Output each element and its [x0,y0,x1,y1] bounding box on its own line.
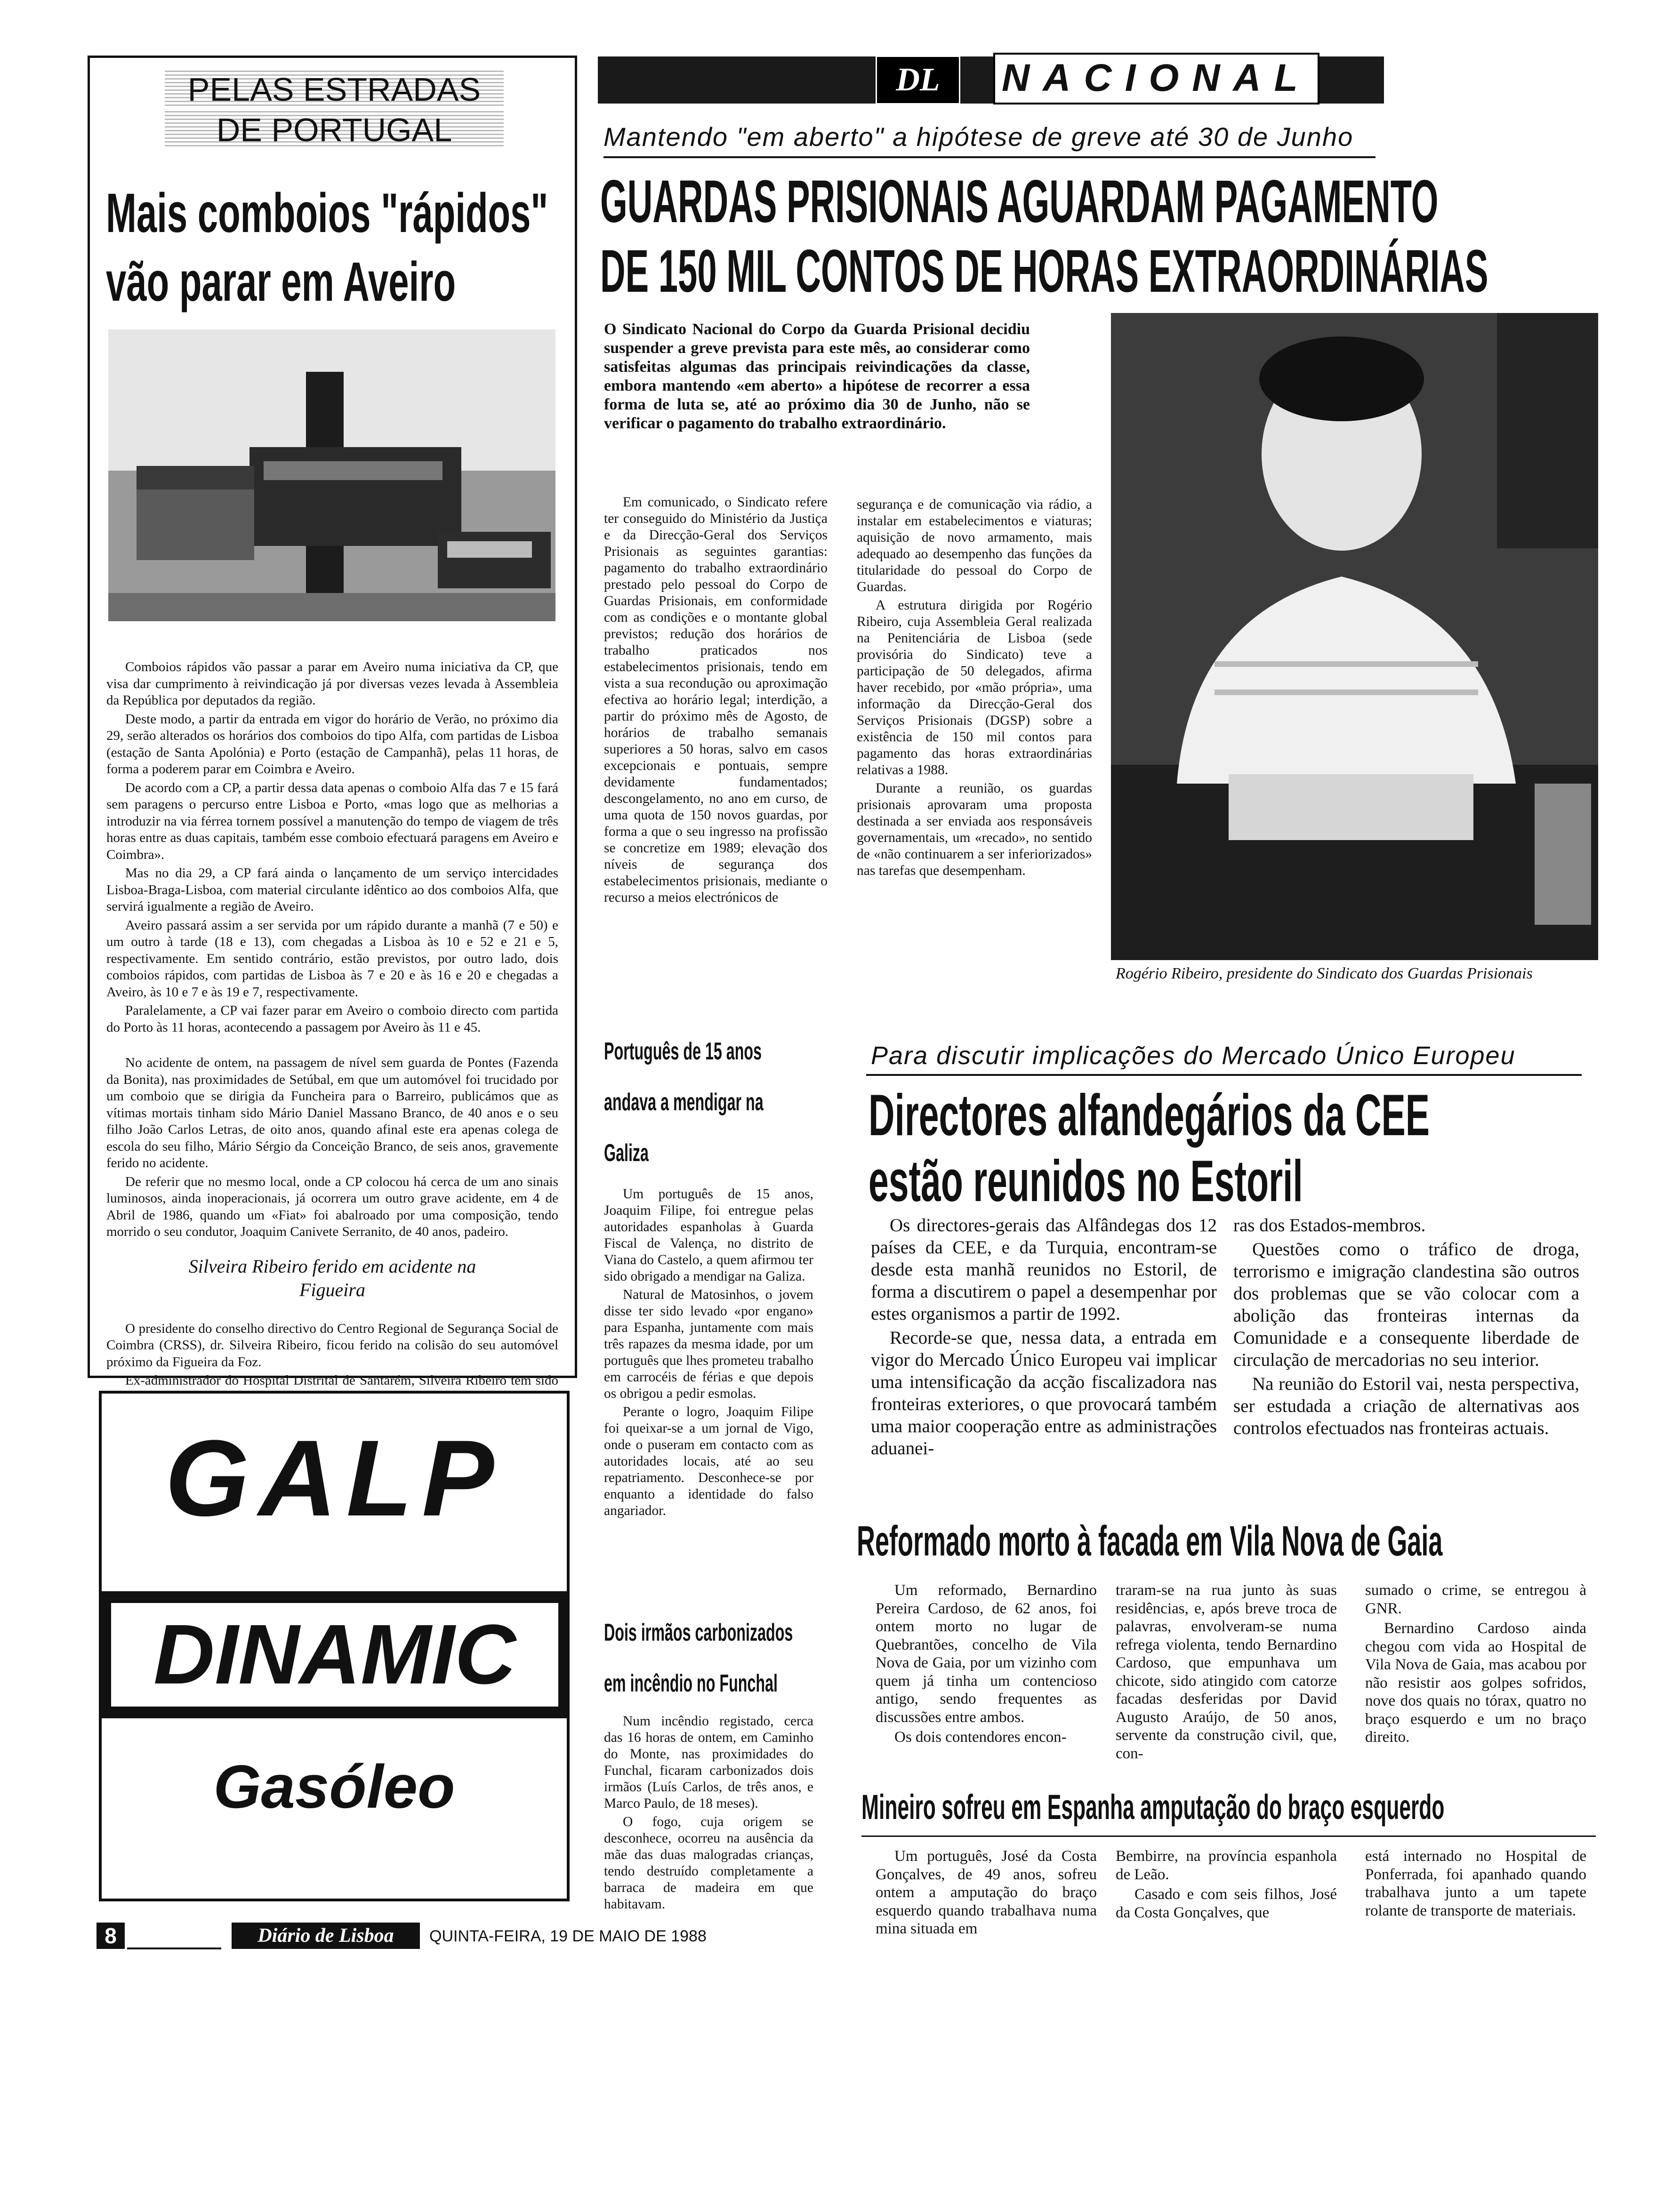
galp-advertisement [99,1391,570,1901]
section-label [993,53,1319,104]
main-headline [600,167,1488,306]
left-subhead: Silveira Ribeiro ferido em acidente na Figueira [188,1255,476,1300]
main-col2-paragraph: Durante a reunião, os guardas prisionais aprovaram uma proposta destinada a ser enviada aos responsáveis governamentais, um «recado», no sentido de «não continuarem a ser inferiorizados» nas tarefas que desempenham. [857,781,1092,878]
left-paragraph: Deste modo, a partir da entrada em vigor do horário de Verão, no próximo dia 29, serão alterados os horários dos comboios do tipo Alfa, com partidas de Lisboa (estação de Santa Apolónia) e Porto (estação de Campanhã), pelas 11 horas, de forma a poderem parar em Coimbra e Aveiro. [106,711,558,777]
train-photo-image [108,329,555,621]
left-paragraph: Aveiro passará assim a ser servida por um rápido durante a manhã (7 e 50) e um outro à tarde (18 e 13), com chegadas a Lisboa às 10 e 52 e 21 e 5, respectivamente. Em sentido contrário, estão previstos, por outro lado, dois comboios rápidos, com partidas de Lisboa às 7 e 20 e às 16 e 20 e chegadas a Aveiro, às 10 e 7 e às 19 e 7, respectivamente. [106,917,558,1000]
gasoleo-text: Gasóleo [213,1752,455,1821]
brief-2-body [604,1713,813,1915]
gaia-col-3 [1365,1581,1586,1748]
left-story-body [106,659,558,1425]
footer-rule [127,1948,221,1949]
gaia-headline: Reformado morto à facada em Vila Nova de Gaia [857,1518,1443,1565]
section-label-text: NACIONAL [1002,56,1311,99]
main-kicker: Mantendo "em aberto" a hipótese de greve até 30 de Junho [603,122,1354,152]
footer-date: QUINTA-FEIRA, 19 DE MAIO DE 1988 [429,1927,707,1945]
main-headline-line-2: DE 150 MIL CONTOS DE HORAS EXTRAORDINÁRIAS [600,238,1488,305]
brief-1-paragraph: Perante o logro, Joaquim Filipe foi queixar-se a um jornal de Vigo, onde o puseram em contacto com as autoridades locais, até ao seu repatriamento. Desconhece-se por enquanto a identidade do falso angariador. [604,1404,813,1518]
accident-paragraph: De referir que no mesmo local, onde a CP colocou há cerca de um ano sinais luminosos, ainda inoperacionais, já ocorrera um outro grave acidente, em 4 de Abril de 1986, quando um «Fiat» foi abalroado por uma composição, tendo morrido o seu condutor, Joaquim Canivete Serranito, de 40 anos, padeiro. [106,1174,558,1239]
mine-col1-paragraph: Um português, José da Costa Gonçalves, de 49 anos, sofreu ontem a amputação do braço esquerdo quando trabalhava numa mina situada em [876,1848,1097,1937]
left-paragraph: De acordo com a CP, a partir dessa data apenas o comboio Alfa das 7 e 15 fará sem paragens o percurso entre Lisboa e Porto, «mas logo que as melhorias a introduzir na via férrea tornem possível a manutenção do tempo de viagem de três horas entre as duas capitais, também esse comboio efectuará paragens em Aveiro e Coimbra». [106,780,558,862]
dinamic-text: DINAMIC [111,1603,558,1707]
cee-headline-line-2: estão reunidos no Estoril [869,1149,1303,1214]
brief-1-paragraph: Um português de 15 anos, Joaquim Filipe, foi entregue pelas autoridades espanholas à Guarda Fiscal de Valença, no distrito de Viana do Castelo, a quem afirmou ter sido obrigado a mendigar na Galiza. [604,1186,813,1284]
brief-1-body [604,1186,813,1521]
main-col2-paragraph: segurança e de comunicação via rádio, a instalar em estabelecimentos e viaturas; aquisição de novo armamento, mais adequado ao desempenho das funções da titularidade do pessoal do Corpo de Guardas. [857,497,1092,594]
main-kicker-underline [603,156,1375,158]
main-col-1: Em comunicado, o Sindicato refere ter conseguido do Ministério da Justiça e da Direcção-Geral dos Serviços Prisionais as seguintes garantias: pagamento do trabalho extraordinário prestado pelo pessoal do Corpo de Guardas Prisionais, em conformidade com as condições e o montante global previstos; redução dos horários de trabalho praticados nos estabelecimentos prisionais, tendo em vista a sua recondução ou aproximação efectiva ao horário legal; interdição, a partir do próximo mês de Agosto, de horários de trabalho semanais superiores a 50 horas, salvo em casos excepcionais e pontuais, sempre devidamente fundamentados; descongelamento, no ano em curso, de uma quota de 150 novos guardas, por forma a que o seu ingresso na profissão se concretize em 1989; elevação dos níveis de segurança dos estabelecimentos prisionais, mediante o recurso a meios electrónicos de [604,495,828,905]
cee-headline [869,1082,1569,1214]
gaia-col2-paragraph: traram-se na rua junto às suas residências, e, após breve troca de palavras, envolveram-se numa refrega violenta, tendo Bernardino Cardoso, que empunhava um chicote, sido atingido com catorze facadas desferidas por David Augusto Araújo, de 50 anos, servente da construção civil, que, con- [1116,1582,1337,1762]
footer-page-number: 8 [97,1923,125,1949]
galp-brand: GALP [165,1418,504,1539]
brief-1-paragraph: Natural de Matosinhos, o jovem disse ter sido levado «por engano» para Espanha, juntamente com mais três rapazes da mesma idade, por um português que lhes prometeu trabalho em carrocéis de férias e que depois os obrigou a pedir esmolas. [604,1287,813,1401]
cee-kicker-underline [866,1074,1582,1076]
gaia-col-2 [1116,1581,1337,1764]
portrait-caption: Rogério Ribeiro, presidente do Sindicato dos Guardas Prisionais [1116,965,1533,982]
series-title-line-1: PELAS ESTRADAS [165,71,504,108]
left-paragraph: Paralelamente, a CP vai fazer parar em Aveiro o comboio directo com partida do Porto às 11 horas, acontecendo a passagem por Aveiro às 11 e 45. [106,1003,558,1035]
train-station-photo [108,329,555,621]
sub-paragraph: Ex-administrador do Hospital Distrital de Santarém, Silveira Ribeiro tem sido [125,1373,558,1388]
brief-2-headline: Dois irmãos carbonizados em incêndio no Funchal [604,1619,793,1697]
gaia-col3-paragraph: Bernardino Cardoso ainda chegou com vida ao Hospital de Vila Nova de Gaia, mas acabou por não resistir aos golpes sofridos, nove dos quais no tórax, quatro no braço esquerdo e um no braço direito. [1365,1620,1586,1746]
brief-2-paragraph: O fogo, cuja origem se desconhece, ocorreu na ausência da mãe das duas malogradas crianças, tendo destruído completamente a barraca de madeira em que habitavam. [604,1814,813,1912]
series-title-banner [165,71,504,155]
cee-col1-paragraph: Recorde-se que, nessa data, a entrada em vigor do Mercado Único Europeu vai implicar uma intensificação da acção fiscalizadora nas fronteiras exteriores, o que provocará também uma maior cooperação entre as administrações aduanei- [871,1328,1217,1459]
accident-paragraph: No acidente de ontem, na passagem de nível sem guarda de Pontes (Fazenda da Bonita), nas proximidades de Setúbal, em que um automóvel foi trucidado por um comboio que se dirigia da Funcheira para o Barreiro, publicámos que as vítimas mortais tinham sido Mário Daniel Massano Branco, de 40 anos e o seu filho João Carlos Letras, de oito anos, quando afinal este era apenas colega de escola do seu filho, Mário Sérgio da Conceição Branco, de seis anos, gravemente ferido no acidente. [106,1055,558,1170]
logo-letters: DL [896,62,940,98]
main-col-2 [857,497,1092,881]
gaia-col1-paragraph: Os dois contendores encon- [894,1729,1067,1746]
cee-col2-paragraph: Na reunião do Estoril vai, nesta perspectiva, ser estudada a criação de alternativas aos controlos efectuados nas fronteiras actuais. [1233,1374,1579,1438]
sub-paragraph: O presidente do conselho directivo do Centro Regional de Segurança Social de Coimbra (CRSS), dr. Silveira Ribeiro, ficou ferido na colisão do seu automóvel próximo da Figueira da Foz. [106,1321,558,1370]
brief-1-headline: Português de 15 anos andava a mendigar na Galiza [604,1038,764,1167]
cee-col-1 [871,1214,1217,1461]
mine-col-1 [876,1847,1097,1940]
mine-col3-paragraph: está internado no Hospital de Ponferrada, foi apanhado quando trabalhava junto a um tapete rolante de transporte de materiais. [1365,1848,1586,1919]
mine-col2-paragraph: Bembirre, na província espanhola de Leão. [1116,1848,1337,1883]
cee-headline-line-1: Directores alfandegários da CEE [869,1083,1430,1148]
rogerio-ribeiro-photo [1111,313,1598,960]
series-title-line-2: DE PORTUGAL [165,111,504,149]
mine-headline-rule [861,1835,1596,1837]
left-headline: Mais comboios "rápidos" vão parar em Aveiro [106,182,548,313]
mine-col-3 [1365,1847,1586,1922]
paper-logo-badge [876,56,960,104]
left-paragraph: Comboios rápidos vão passar a parar em Aveiro numa iniciativa da CP, que visa dar cumprimento à reivindicação já por diversas vezes levada à Assembleia da República por deputados da região. [106,659,558,708]
cee-col-2 [1233,1214,1579,1441]
main-col2-paragraph: A estrutura dirigida por Rogério Ribeiro, cuja Assembleia Geral realizada na Penitenciária de Lisboa (sede provisória do Sindicato) teve a participação de 50 delegados, afirma haver recebido, por «mão própria», uma informação da Direcção-Geral dos Serviços Prisionais (DGSP) sobre a existência de 150 mil contos para pagamento das horas extraordinárias relativas a 1988. [857,598,1092,777]
gaia-col3-paragraph: sumado o crime, se entregou à GNR. [1365,1582,1586,1617]
gaia-col1-paragraph: Um reformado, Bernardino Pereira Cardoso, de 62 anos, foi ontem morto no lugar de Quebrantões, concelho de Vila Nova de Gaia, por um vizinho com quem já tinha um contencioso antigo, sendo frequentes as discussões entre ambos. [876,1582,1097,1726]
gaia-col-1 [876,1581,1097,1748]
main-lead: O Sindicato Nacional do Corpo da Guarda Prisional decidiu suspender a greve prevista para este mês, ao considerar como satisfeitas algumas das principais reivindicações da classe, embora mantendo «em aberto» a hipótese de recorrer a essa forma de luta se, até ao próximo dia 30 de Junho, não se verificar o pagamento do trabalho extraordinário. [604,321,1030,432]
cee-col1-paragraph: Os directores-gerais das Alfândegas dos 12 países da CEE, e da Turquia, encontram-se desde esta manhã reunidos no Estoril, de forma a discutirem o papel a desempenhar por estes organismos a partir de 1992. [871,1215,1217,1324]
mine-col-2 [1116,1847,1337,1923]
footer-paper-name: Diário de Lisboa [232,1923,420,1949]
portrait-image [1111,313,1598,960]
main-headline-line-1: GUARDAS PRISIONAIS AGUARDAM PAGAMENTO [600,168,1439,235]
cee-col2-paragraph: Questões como o tráfico de droga, terrorismo e imigração clandestina são outros dos problemas que se vão colocar com a abolição das fronteiras internas da Comunidade e a consequente liberdade de circulação de mercadorias no seu interior. [1233,1239,1579,1370]
mine-col2-paragraph: Casado e com seis filhos, José da Costa Gonçalves, que [1116,1886,1337,1921]
mine-headline: Mineiro sofreu em Espanha amputação do braço esquerdo [861,1787,1445,1827]
brief-2-paragraph: Num incêndio registado, cerca das 16 horas de ontem, em Caminho do Monte, nas proximidades do Funchal, ficaram carbonizados dois irmãos (Luís Carlos, de três anos, e Marco Paulo, de 18 meses). [604,1714,813,1811]
cee-kicker: Para discutir implicações do Mercado Único Europeu [871,1042,1516,1070]
left-paragraph: Mas no dia 29, a CP fará ainda o lançamento de um serviço intercidades Lisboa-Braga-Lisboa, com material circulante idêntico ao dos comboios Alfa, que servirá igualmente a região de Aveiro. [106,866,558,914]
cee-col2-paragraph: ras dos Estados-membros. [1233,1215,1426,1235]
